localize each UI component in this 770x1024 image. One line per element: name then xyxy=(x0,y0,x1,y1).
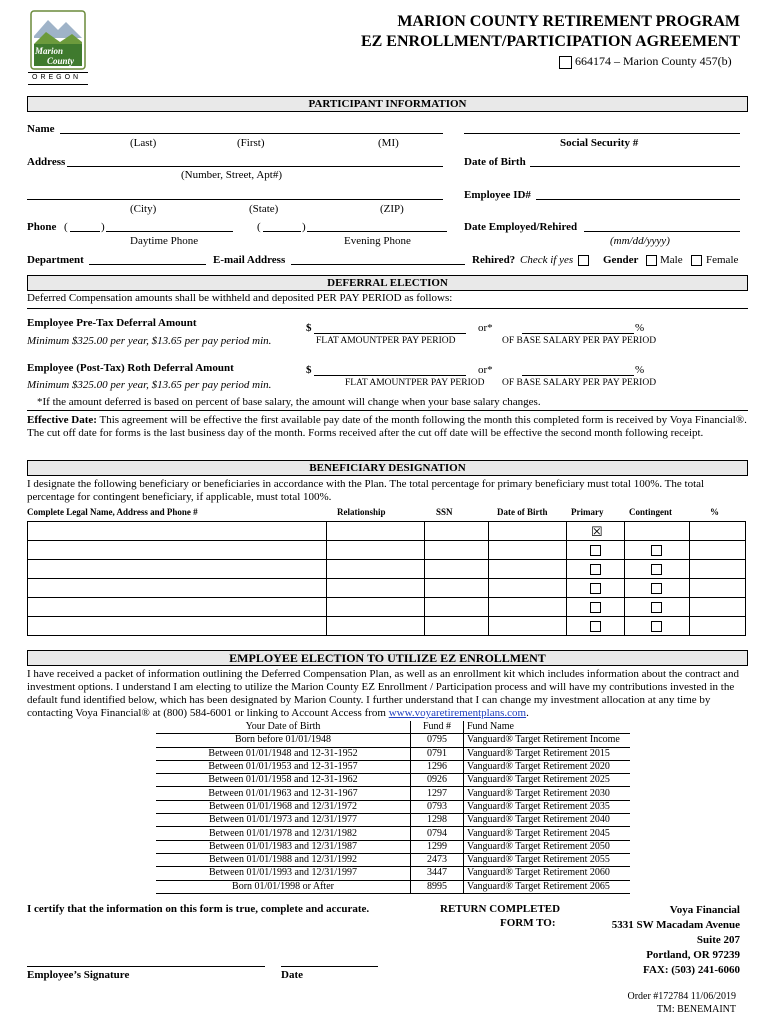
ben-percent-cell[interactable] xyxy=(689,541,745,560)
ben-col-name: Complete Legal Name, Address and Phone # xyxy=(27,507,198,517)
phone-label: Phone xyxy=(27,221,57,233)
ben-percent-cell[interactable] xyxy=(689,598,745,617)
pretax-flat-amount-field[interactable] xyxy=(314,333,466,334)
primary-checkbox[interactable] xyxy=(590,564,601,575)
ben-relationship-cell[interactable] xyxy=(326,598,425,617)
fund-dob-range: Between 01/01/1988 and 12/31/1992 xyxy=(156,853,411,866)
ben-col-primary: Primary xyxy=(571,507,604,517)
ben-dob-cell[interactable] xyxy=(488,560,566,579)
ez-text-end: . xyxy=(526,707,529,719)
state-caption: (State) xyxy=(249,203,279,215)
roth-or: or* xyxy=(478,364,493,376)
primary-checkbox[interactable] xyxy=(590,545,601,556)
fund-number: 0794 xyxy=(411,827,464,840)
ben-relationship-cell[interactable] xyxy=(326,522,425,541)
fund-name: Vanguard® Target Retirement 2055 xyxy=(464,853,631,866)
fund-header-name: Fund Name xyxy=(464,721,631,734)
pretax-label: Employee Pre-Tax Deferral Amount xyxy=(27,317,197,329)
ben-dob-cell[interactable] xyxy=(488,579,566,598)
address-company: Voya Financial xyxy=(669,904,740,916)
ben-contingent-cell[interactable] xyxy=(625,598,689,617)
ben-percent-cell[interactable] xyxy=(689,560,745,579)
name-label: Name xyxy=(27,123,55,135)
pretax-minimum: Minimum $325.00 per year, $13.65 per pay period min. xyxy=(27,335,272,347)
employee-id-label: Employee ID# xyxy=(464,189,531,201)
beneficiary-row xyxy=(28,617,746,636)
primary-checkbox[interactable]: ☒ xyxy=(590,523,603,539)
fund-row xyxy=(156,800,630,813)
fund-header-dob: Your Date of Birth xyxy=(156,721,411,734)
email-field[interactable] xyxy=(291,264,465,265)
address-caption: (Number, Street, Apt#) xyxy=(181,169,282,181)
date-employed-label: Date Employed/Rehired xyxy=(464,221,578,233)
eve-phone-paren-close: ) xyxy=(302,221,306,233)
fund-dob-range: Between 01/01/1963 and 12-31-1967 xyxy=(156,787,411,800)
fund-dob-range: Between 01/01/1973 and 12/31/1977 xyxy=(156,814,411,827)
address-label: Address xyxy=(27,156,66,168)
ben-ssn-cell[interactable] xyxy=(425,560,488,579)
roth-flat-caption: FLAT AMOUNTPER PAY PERIOD xyxy=(345,378,485,388)
primary-checkbox[interactable] xyxy=(590,602,601,613)
ben-primary-cell[interactable] xyxy=(566,522,624,541)
ben-col-relationship: Relationship xyxy=(337,507,386,517)
fund-number: 0926 xyxy=(411,774,464,787)
participant-section-header: PARTICIPANT INFORMATION xyxy=(27,96,748,112)
county-logo xyxy=(30,10,86,70)
tm-code: TM: BENEMAINT xyxy=(656,1004,736,1015)
ben-ssn-cell[interactable] xyxy=(425,579,488,598)
ben-dob-cell[interactable] xyxy=(488,522,566,541)
roth-percent-sign: % xyxy=(635,364,645,376)
dob-field[interactable] xyxy=(530,166,740,167)
ben-primary-cell[interactable] xyxy=(566,598,624,617)
ez-paragraph xyxy=(27,668,747,720)
contingent-checkbox[interactable] xyxy=(651,564,662,575)
contingent-checkbox[interactable] xyxy=(651,602,662,613)
beneficiary-row xyxy=(28,522,746,541)
beneficiary-table xyxy=(27,521,746,636)
logo-divider-bottom xyxy=(28,84,88,85)
pretax-or: or* xyxy=(478,322,493,334)
fund-name: Vanguard® Target Retirement Income xyxy=(464,734,631,747)
fund-name: Vanguard® Target Retirement 2050 xyxy=(464,840,631,853)
fund-name: Vanguard® Target Retirement 2065 xyxy=(464,880,631,893)
roth-percent-field[interactable] xyxy=(522,375,634,376)
fund-number: 1297 xyxy=(411,787,464,800)
fund-number: 0795 xyxy=(411,734,464,747)
eve-area-code-field[interactable] xyxy=(263,231,301,232)
logo-text-line1: Marion xyxy=(35,46,64,56)
roth-percent-caption: OF BASE SALARY PER PAY PERIOD xyxy=(502,378,657,388)
fund-name: Vanguard® Target Retirement 2015 xyxy=(464,747,631,760)
fund-dob-range: Between 01/01/1953 and 12-31-1957 xyxy=(156,760,411,773)
fund-number: 1299 xyxy=(411,840,464,853)
primary-checkbox[interactable] xyxy=(590,621,601,632)
order-number: Order #172784 11/06/2019 xyxy=(627,991,736,1002)
fund-name: Vanguard® Target Retirement 2040 xyxy=(464,814,631,827)
certify-statement: I certify that the information on this form is true, complete and accurate. xyxy=(27,903,370,915)
ben-relationship-cell[interactable] xyxy=(326,560,425,579)
evening-phone-field[interactable] xyxy=(307,231,447,232)
effective-divider xyxy=(27,410,748,411)
effective-date-label: Effective Date: xyxy=(27,414,97,426)
name-first-caption: (First) xyxy=(237,137,265,149)
ben-ssn-cell[interactable] xyxy=(425,598,488,617)
primary-checkbox[interactable] xyxy=(590,583,601,594)
day-area-code-field[interactable] xyxy=(70,231,100,232)
signature-date-label: Date xyxy=(281,969,303,981)
fund-name: Vanguard® Target Retirement 2060 xyxy=(464,867,631,880)
ben-col-percent: % xyxy=(710,507,719,517)
fund-header-number: Fund # xyxy=(411,721,464,734)
dob-label: Date of Birth xyxy=(464,156,526,168)
mail-address xyxy=(612,903,740,978)
address-fax: FAX: (503) 241-6060 xyxy=(643,964,740,976)
logo-state: OREGON xyxy=(32,74,82,81)
signature-field[interactable] xyxy=(27,966,265,967)
beneficiary-section-header: BENEFICIARY DESIGNATION xyxy=(27,460,748,476)
fund-number: 0793 xyxy=(411,800,464,813)
ben-relationship-cell[interactable] xyxy=(326,579,425,598)
fund-row xyxy=(156,774,630,787)
deferral-intro: Deferred Compensation amounts shall be withheld and deposited PER PAY PERIOD as follows: xyxy=(27,292,453,304)
pretax-percent-sign: % xyxy=(635,322,645,334)
department-label: Department xyxy=(27,254,84,266)
fund-row xyxy=(156,747,630,760)
pretax-dollar-sign: $ xyxy=(306,322,312,334)
fund-name: Vanguard® Target Retirement 2025 xyxy=(464,774,631,787)
gender-male-checkbox[interactable] xyxy=(646,255,657,266)
ben-col-dob: Date of Birth xyxy=(497,507,548,517)
ben-relationship-cell[interactable] xyxy=(326,541,425,560)
fund-dob-range: Between 01/01/1948 and 12-31-1952 xyxy=(156,747,411,760)
ben-contingent-cell[interactable] xyxy=(625,541,689,560)
department-field[interactable] xyxy=(89,264,206,265)
fund-row xyxy=(156,760,630,773)
ez-text: I have received a packet of information outlining the Deferred Compensation Plan, as well as an enrollment kit which includes information about the contract and investment options. I understand I am electing to utilize the Marion County EZ Enrollment / Participation process and will have my contributions invested in the default fund identified below, which has been designated by Marion County. I further understand that I can change my investment allocation at any time by contacting Voya Financial® at (800) 584-6001 or linking to Account Access from xyxy=(27,668,740,719)
ben-relationship-cell[interactable] xyxy=(326,617,425,636)
signature-date-field[interactable] xyxy=(281,966,378,967)
beneficiary-row xyxy=(28,579,746,598)
fund-dob-range: Between 01/01/1968 and 12/31/1972 xyxy=(156,800,411,813)
ben-primary-cell[interactable] xyxy=(566,541,624,560)
ben-contingent-cell[interactable] xyxy=(625,579,689,598)
ben-contingent-cell[interactable] xyxy=(625,522,689,541)
ben-dob-cell[interactable] xyxy=(488,598,566,617)
check-if-yes-caption: Check if yes xyxy=(520,254,574,266)
pretax-percent-field[interactable] xyxy=(522,333,634,334)
ssn-label: Social Security # xyxy=(560,137,639,149)
ben-name-cell[interactable] xyxy=(28,579,327,598)
fund-name: Vanguard® Target Retirement 2030 xyxy=(464,787,631,800)
page-title: MARION COUNTY RETIREMENT PROGRAM xyxy=(397,13,740,30)
roth-minimum: Minimum $325.00 per year, $13.65 per pay period min. xyxy=(27,379,272,391)
city-state-zip-field[interactable] xyxy=(27,199,443,200)
roth-flat-amount-field[interactable] xyxy=(314,375,466,376)
ssn-field[interactable] xyxy=(464,133,740,134)
date-format-caption: (mm/dd/yyyy) xyxy=(610,235,670,247)
fund-row xyxy=(156,867,630,880)
day-phone-paren-close: ) xyxy=(101,221,105,233)
return-line1: RETURN COMPLETED xyxy=(440,903,561,915)
address-city: Portland, OR 97239 xyxy=(646,949,740,961)
name-last-caption: (Last) xyxy=(130,137,157,149)
fund-dob-range: Born before 01/01/1948 xyxy=(156,734,411,747)
gender-male-label: Male xyxy=(660,254,683,266)
ben-contingent-cell[interactable] xyxy=(625,617,689,636)
ben-col-contingent: Contingent xyxy=(629,507,673,517)
daytime-phone-field[interactable] xyxy=(106,231,233,232)
fund-dob-range: Born 01/01/1998 or After xyxy=(156,880,411,893)
contingent-checkbox[interactable] xyxy=(651,621,662,632)
ben-primary-cell[interactable] xyxy=(566,560,624,579)
fund-row xyxy=(156,853,630,866)
deferral-divider xyxy=(27,308,748,309)
voya-link[interactable]: www.voyaretirementplans.com xyxy=(388,707,527,719)
roth-label: Employee (Post-Tax) Roth Deferral Amount xyxy=(27,362,234,374)
ez-section-header: EMPLOYEE ELECTION TO UTILIZE EZ ENROLLMENT xyxy=(27,650,748,666)
fund-row xyxy=(156,840,630,853)
fund-name: Vanguard® Target Retirement 2045 xyxy=(464,827,631,840)
beneficiary-row xyxy=(28,598,746,617)
gender-label: Gender xyxy=(603,254,639,266)
evening-phone-caption: Evening Phone xyxy=(344,235,411,247)
address-field[interactable] xyxy=(67,166,443,167)
contingent-checkbox[interactable] xyxy=(651,583,662,594)
fund-number: 1296 xyxy=(411,760,464,773)
ben-dob-cell[interactable] xyxy=(488,541,566,560)
logo-text-line2: County xyxy=(47,56,75,66)
fund-number: 8995 xyxy=(411,880,464,893)
email-label: E-mail Address xyxy=(213,254,286,266)
fund-number: 1298 xyxy=(411,814,464,827)
eve-phone-paren-open: ( xyxy=(257,221,261,233)
ben-percent-cell[interactable] xyxy=(689,522,745,541)
roth-dollar-sign: $ xyxy=(306,364,312,376)
rehired-label: Rehired? xyxy=(472,254,516,266)
deferral-note: *If the amount deferred is based on percent of base salary, the amount will change when your base salary changes. xyxy=(37,396,541,408)
pretax-percent-caption: OF BASE SALARY PER PAY PERIOD xyxy=(502,336,657,346)
fund-name: Vanguard® Target Retirement 2035 xyxy=(464,800,631,813)
name-field[interactable] xyxy=(60,133,443,134)
return-line2: FORM TO: xyxy=(500,917,556,929)
ben-contingent-cell[interactable] xyxy=(625,560,689,579)
ben-percent-cell[interactable] xyxy=(689,617,745,636)
address-suite: Suite 207 xyxy=(696,934,740,946)
employee-id-field[interactable] xyxy=(536,199,740,200)
ben-ssn-cell[interactable] xyxy=(425,522,488,541)
zip-caption: (ZIP) xyxy=(380,203,404,215)
fund-row xyxy=(156,787,630,800)
ben-ssn-cell[interactable] xyxy=(425,617,488,636)
beneficiary-row xyxy=(28,541,746,560)
logo-divider xyxy=(28,72,88,73)
page-subtitle: EZ ENROLLMENT/PARTICIPATION AGREEMENT xyxy=(360,33,740,50)
gender-female-label: Female xyxy=(706,254,739,266)
ben-percent-cell[interactable] xyxy=(689,579,745,598)
fund-row xyxy=(156,827,630,840)
effective-date-paragraph xyxy=(27,414,747,440)
fund-dob-range: Between 01/01/1983 and 12/31/1987 xyxy=(156,840,411,853)
beneficiary-intro: I designate the following beneficiary or beneficiaries in accordance with the Plan. The total percentage for primary beneficiary must total 100%. The total percentage for contingent beneficiary, if applicable, must total 100%. xyxy=(27,478,705,503)
fund-dob-range: Between 01/01/1978 and 12/31/1982 xyxy=(156,827,411,840)
ben-name-cell[interactable] xyxy=(28,560,327,579)
plan-checkbox[interactable] xyxy=(559,56,572,69)
ben-name-cell[interactable] xyxy=(28,617,327,636)
ben-col-ssn: SSN xyxy=(436,507,453,517)
fund-row xyxy=(156,814,630,827)
fund-row xyxy=(156,880,630,893)
day-phone-paren-open: ( xyxy=(64,221,68,233)
fund-name: Vanguard® Target Retirement 2020 xyxy=(464,760,631,773)
ben-ssn-cell[interactable] xyxy=(425,541,488,560)
rehired-checkbox[interactable] xyxy=(578,255,589,266)
date-employed-field[interactable] xyxy=(584,231,740,232)
ben-dob-cell[interactable] xyxy=(488,617,566,636)
plan-label: 664174 – Marion County 457(b) xyxy=(575,54,732,68)
beneficiary-row xyxy=(28,560,746,579)
ben-name-cell[interactable] xyxy=(28,598,327,617)
name-mi-caption: (MI) xyxy=(378,137,399,149)
ben-name-cell[interactable] xyxy=(28,541,327,560)
contingent-checkbox[interactable] xyxy=(651,545,662,556)
ben-primary-cell[interactable] xyxy=(566,617,624,636)
fund-dob-range: Between 01/01/1958 and 12-31-1962 xyxy=(156,774,411,787)
default-fund-table xyxy=(156,721,630,894)
pretax-flat-caption: FLAT AMOUNTPER PAY PERIOD xyxy=(316,336,456,346)
signature-label: Employee’s Signature xyxy=(27,969,130,981)
ben-name-cell[interactable] xyxy=(28,522,327,541)
deferral-section-header: DEFERRAL ELECTION xyxy=(27,275,748,291)
effective-date-text: This agreement will be effective the first available pay date of the month following the month this completed form is received by Voya Financial®. The cut off date for forms is the last business day of the month. Forms received after the cut off date will be effective the second month following receipt. xyxy=(27,414,747,439)
fund-number: 2473 xyxy=(411,853,464,866)
fund-table-header xyxy=(156,721,630,734)
ben-primary-cell[interactable] xyxy=(566,579,624,598)
fund-number: 3447 xyxy=(411,867,464,880)
daytime-phone-caption: Daytime Phone xyxy=(130,235,199,247)
city-caption: (City) xyxy=(130,203,157,215)
fund-dob-range: Between 01/01/1993 and 12/31/1997 xyxy=(156,867,411,880)
fund-row xyxy=(156,734,630,747)
fund-number: 0791 xyxy=(411,747,464,760)
gender-female-checkbox[interactable] xyxy=(691,255,702,266)
address-street: 5331 SW Macadam Avenue xyxy=(611,919,740,931)
